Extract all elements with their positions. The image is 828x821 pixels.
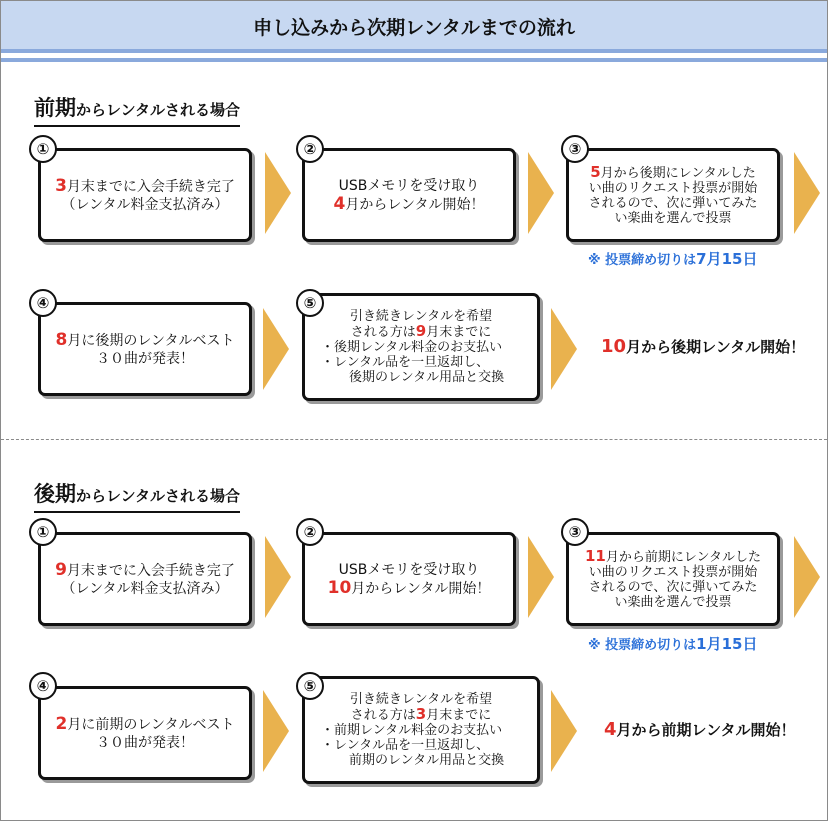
step-text: 月末までに入会手続き完了 (66, 178, 235, 195)
page-header (1, 1, 827, 53)
step-text: 月末までに入会手続き完了 (66, 562, 235, 579)
step-text: 後期のレンタル用品と交換 (349, 370, 505, 385)
step-highlight: 10 (327, 577, 352, 598)
step-highlight: 3 (55, 175, 67, 196)
step-2-number: ② (296, 135, 324, 163)
section-title-main: 前期 (34, 96, 76, 120)
step-line (589, 565, 757, 580)
step-text: ３０曲が発表！ (96, 734, 194, 751)
step-text: ・レンタル品を一旦返却し、 (321, 355, 490, 370)
section-title-first-term (34, 92, 240, 127)
step-text: 引き続きレンタルを希望 (349, 309, 493, 324)
step-text: 月から後期にレンタルした (600, 165, 756, 181)
step-text: 月に前期のレンタルベスト (67, 716, 235, 733)
arrow-right-icon (551, 690, 577, 772)
step-text: ・レンタル品を一旦返却し、 (321, 738, 490, 753)
step-text: されるので、次に弾いてみた (588, 195, 758, 211)
step-line (305, 738, 489, 753)
arrow-right-icon (265, 536, 291, 618)
step-text: （レンタル料金支払済み） (61, 580, 229, 597)
arrow-right-icon (528, 536, 554, 618)
step-text: USBメモリを受け取り (338, 177, 480, 194)
step-line (55, 561, 235, 580)
step-text: ・前期レンタル料金のお支払い (321, 723, 503, 738)
step-line (61, 196, 228, 214)
step-line (351, 707, 491, 723)
page-title: 申し込みから次期レンタルまでの流れ (253, 17, 575, 39)
step-1-box (38, 532, 252, 626)
step-text: 引き続きレンタルを希望 (349, 692, 493, 707)
final-highlight: 4 (604, 719, 617, 740)
final-highlight: 10 (601, 336, 627, 357)
note-date: 7月15日 (696, 250, 758, 268)
step-line (351, 324, 491, 340)
step-text: 月からレンタル開始！ (345, 196, 485, 213)
step-highlight: 11 (584, 546, 606, 565)
arrow-right-icon (794, 152, 820, 234)
final-rental-start (604, 719, 796, 740)
step-2-box (302, 148, 516, 242)
step-line (305, 340, 502, 355)
step-highlight: 8 (55, 329, 68, 350)
arrow-right-icon (263, 308, 289, 390)
vote-deadline-note (588, 633, 757, 654)
arrow-right-icon (265, 152, 291, 234)
step-5-number: ⑤ (296, 672, 324, 700)
step-text: い楽曲を選んで投票 (614, 594, 732, 610)
step-line (96, 350, 194, 368)
step-text: 月に後期のレンタルベスト (67, 332, 235, 349)
arrow-right-icon (551, 308, 577, 390)
step-5-number: ⑤ (296, 289, 324, 317)
arrow-right-icon (794, 536, 820, 618)
step-2-number: ② (296, 518, 324, 546)
step-1-box (38, 148, 252, 242)
header-underline (1, 58, 827, 62)
step-line (305, 355, 489, 370)
step-highlight: 9 (415, 322, 427, 340)
step-text: される方は (350, 708, 416, 723)
final-text: 月から前期レンタル開始！ (616, 721, 796, 739)
step-highlight: 2 (55, 713, 68, 734)
step-line (305, 723, 502, 738)
arrow-right-icon (528, 152, 554, 234)
step-line (589, 196, 758, 211)
step-3-number: ③ (561, 135, 589, 163)
step-line (589, 181, 757, 196)
note-prefix: ※ 投票締め切りは (588, 638, 697, 653)
final-rental-start (601, 336, 805, 357)
step-4-number: ④ (29, 672, 57, 700)
step-text: い楽曲を選んで投票 (614, 210, 732, 226)
step-text: 月からレンタル開始！ (351, 580, 491, 597)
step-line (96, 734, 194, 752)
step-4-box (38, 302, 252, 396)
step-line (339, 177, 480, 195)
step-line (55, 177, 235, 196)
step-5-box (302, 676, 540, 784)
step-line (305, 370, 504, 385)
step-text: い曲のリクエスト投票が開始 (588, 180, 758, 196)
step-text: （レンタル料金支払済み） (61, 196, 229, 213)
step-line (56, 331, 235, 350)
step-text: ３０曲が発表！ (96, 350, 194, 367)
step-line (614, 595, 731, 610)
step-2-box (302, 532, 516, 626)
step-4-number: ④ (29, 289, 57, 317)
step-line (328, 579, 491, 598)
section-title-sub: からレンタルされる場合 (76, 101, 241, 119)
step-3-box (566, 532, 780, 626)
step-3-number: ③ (561, 518, 589, 546)
step-text: ・後期レンタル料金のお支払い (321, 340, 503, 355)
step-text: 月末までに (426, 708, 492, 723)
step-line (56, 715, 235, 734)
step-line (590, 162, 756, 181)
step-line (614, 211, 731, 226)
step-line (339, 561, 480, 579)
step-highlight: 9 (55, 559, 67, 580)
step-text: い曲のリクエスト投票が開始 (588, 564, 758, 580)
step-text: USBメモリを受け取り (338, 561, 480, 578)
arrow-right-icon (263, 690, 289, 772)
step-line (305, 753, 504, 768)
section-title-sub: からレンタルされる場合 (76, 487, 241, 505)
section-title-second-term (34, 478, 240, 513)
step-1-number: ① (29, 135, 57, 163)
vote-deadline-note (588, 248, 757, 269)
note-prefix: ※ 投票締め切りは (588, 253, 697, 268)
step-line (334, 195, 485, 214)
step-line (61, 580, 228, 598)
step-text: されるので、次に弾いてみた (588, 579, 758, 595)
step-3-box (566, 148, 780, 242)
step-1-number: ① (29, 518, 57, 546)
step-4-box (38, 686, 252, 780)
step-line (584, 546, 762, 565)
section-divider (1, 439, 827, 440)
note-date: 1月15日 (696, 635, 758, 653)
section-title-main: 後期 (34, 482, 76, 506)
final-text: 月から後期レンタル開始！ (626, 338, 806, 356)
step-line (589, 580, 758, 595)
step-text: 月から前期にレンタルした (605, 549, 762, 565)
step-5-box (302, 293, 540, 401)
step-text: される方は (350, 325, 416, 340)
step-text: 月末までに (426, 325, 492, 340)
step-text: 前期のレンタル用品と交換 (349, 753, 505, 768)
step-highlight: 3 (415, 705, 427, 723)
step-highlight: 4 (333, 193, 346, 214)
step-highlight: 5 (590, 162, 601, 181)
